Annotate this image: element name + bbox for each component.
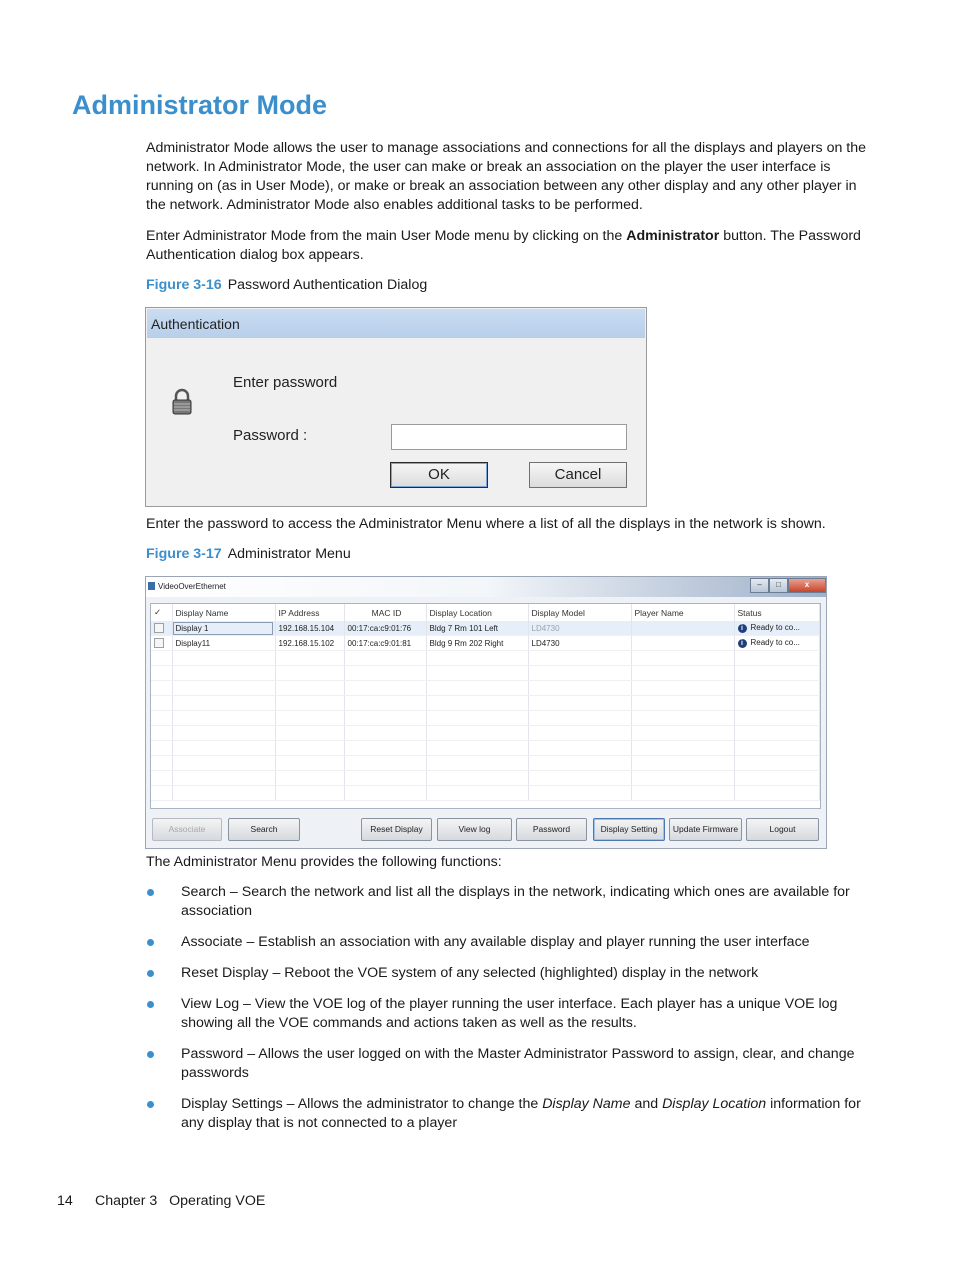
cell-ip-address: 192.168.15.102 — [275, 636, 344, 651]
column-header-display-name[interactable]: Display Name — [172, 604, 275, 621]
figure-title: Administrator Menu — [227, 546, 351, 562]
row-checkbox[interactable] — [151, 621, 172, 636]
cell-display-model: LD4730 — [528, 621, 631, 636]
cell-display-model: LD4730 — [528, 636, 631, 651]
empty-row — [151, 786, 820, 801]
figure-3-17-caption — [146, 545, 351, 564]
functions-intro: The Administrator Menu provides the following functions: — [146, 854, 502, 870]
bullet-icon — [147, 1001, 154, 1008]
info-icon: i — [738, 639, 747, 648]
info-icon: i — [738, 624, 747, 633]
administrator-bold: Administrator — [626, 228, 720, 244]
enter-admin-paragraph — [146, 227, 876, 265]
window-titlebar — [146, 577, 826, 597]
reset-display-button[interactable]: Reset Display — [361, 818, 432, 841]
functions-list — [146, 883, 876, 1145]
administrator-menu-window — [145, 576, 827, 849]
empty-row — [151, 741, 820, 756]
dialog-title: Authentication — [147, 309, 645, 338]
list-item: Display Settings – Allows the administrator to change the Display Name and Display Location information for any display that is not connected to a player — [146, 1095, 876, 1133]
grid-header-row — [151, 604, 820, 621]
bullet-icon — [147, 939, 154, 946]
empty-row — [151, 756, 820, 771]
enter-password-label: Enter password — [233, 374, 338, 391]
password-label: Password : — [233, 427, 308, 444]
ok-button[interactable]: OK — [390, 462, 488, 488]
window-controls — [750, 578, 826, 592]
bullet-icon — [147, 889, 154, 896]
column-header-mac-id[interactable]: MAC ID — [344, 604, 426, 621]
display-list-grid[interactable] — [150, 603, 821, 809]
list-item: Associate – Establish an association with any available display and player running the user interface — [146, 933, 876, 952]
empty-row — [151, 681, 820, 696]
cell-ip-address: 192.168.15.104 — [275, 621, 344, 636]
password-paragraph: Enter the password to access the Administrator Menu where a list of all the displays in the network is shown. — [146, 516, 826, 532]
column-header-status[interactable]: Status — [734, 604, 820, 621]
cell-display-location: Bldg 7 Rm 101 Left — [426, 621, 528, 636]
maximize-button[interactable]: □ — [769, 578, 788, 593]
figure-title: Password Authentication Dialog — [227, 277, 428, 293]
figure-number: Figure 3-16 — [146, 277, 222, 293]
list-item: View Log – View the VOE log of the player running the user interface. Each player has a unique VOE log showing all the VOE commands and actions taken as well as the results. — [146, 995, 876, 1033]
figure-number: Figure 3-17 — [146, 546, 222, 562]
cell-display-name: Display11 — [172, 636, 275, 651]
view-log-button[interactable]: View log — [437, 818, 512, 841]
password-button[interactable]: Password — [516, 818, 587, 841]
page-number: 14 — [57, 1193, 73, 1209]
figure-3-16-caption — [146, 276, 427, 295]
logout-button[interactable]: Logout — [746, 818, 819, 841]
app-icon — [148, 582, 155, 590]
column-header-player-name[interactable]: Player Name — [631, 604, 734, 621]
column-header-ip-address[interactable]: IP Address — [275, 604, 344, 621]
checkbox[interactable] — [154, 623, 164, 633]
bullet-icon — [147, 970, 154, 977]
checkbox[interactable] — [154, 638, 164, 648]
window-title: VideoOverEthernet — [158, 582, 226, 591]
empty-row — [151, 771, 820, 786]
lock-icon — [170, 388, 194, 421]
row-checkbox[interactable] — [151, 636, 172, 651]
empty-row — [151, 696, 820, 711]
empty-row — [151, 651, 820, 666]
associate-button[interactable]: Associate — [152, 818, 222, 841]
empty-row — [151, 711, 820, 726]
search-button[interactable]: Search — [228, 818, 300, 841]
table-row[interactable] — [151, 621, 820, 636]
column-header-display-model[interactable]: Display Model — [528, 604, 631, 621]
cell-display-name: Display 1 — [172, 621, 275, 636]
cell-status: i Ready to co... — [734, 636, 820, 651]
cell-display-location: Bldg 9 Rm 202 Right — [426, 636, 528, 651]
minimize-button[interactable]: – — [750, 578, 769, 593]
enter-text-after: button. The Password Authentication dialog box appears. — [146, 228, 861, 263]
cell-player-name — [631, 621, 734, 636]
display-setting-button[interactable]: Display Setting — [593, 818, 665, 841]
authentication-dialog — [145, 307, 647, 507]
empty-row — [151, 666, 820, 681]
list-item: Reset Display – Reboot the VOE system of any selected (highlighted) display in the network — [146, 964, 876, 983]
list-item: Search – Search the network and list all the displays in the network, indicating which ones are available for association — [146, 883, 876, 921]
empty-row — [151, 726, 820, 741]
table-row[interactable] — [151, 636, 820, 651]
cell-status: i Ready to co... — [734, 621, 820, 636]
intro-paragraph: Administrator Mode allows the user to manage associations and connections for all the displays and players on the network. In Administrator Mode, the user can make or break an association on the player the user interface is running on (as in User Mode), or make or break an association between any other display and any other player in the network. Administrator Mode also enables additional tasks to be performed. — [146, 140, 867, 213]
page-title: Administrator Mode — [72, 90, 328, 120]
password-input[interactable] — [391, 424, 627, 450]
bullet-icon — [147, 1101, 154, 1108]
close-button[interactable]: x — [788, 578, 826, 593]
bullet-icon — [147, 1051, 154, 1058]
column-header-check[interactable]: ✓ — [151, 604, 172, 621]
enter-text-before: Enter Administrator Mode from the main User Mode menu by clicking on the — [146, 228, 627, 244]
cell-player-name — [631, 636, 734, 651]
list-item: Password – Allows the user logged on with the Master Administrator Password to assign, clear, and change passwords — [146, 1045, 876, 1083]
update-firmware-button[interactable]: Update Firmware — [669, 818, 742, 841]
cell-mac-id: 00:17:ca:c9:01:81 — [344, 636, 426, 651]
chapter-footer: Chapter 3 Operating VOE — [95, 1193, 266, 1209]
cancel-button[interactable]: Cancel — [529, 462, 627, 488]
cell-mac-id: 00:17:ca:c9:01:76 — [344, 621, 426, 636]
column-header-display-location[interactable]: Display Location — [426, 604, 528, 621]
